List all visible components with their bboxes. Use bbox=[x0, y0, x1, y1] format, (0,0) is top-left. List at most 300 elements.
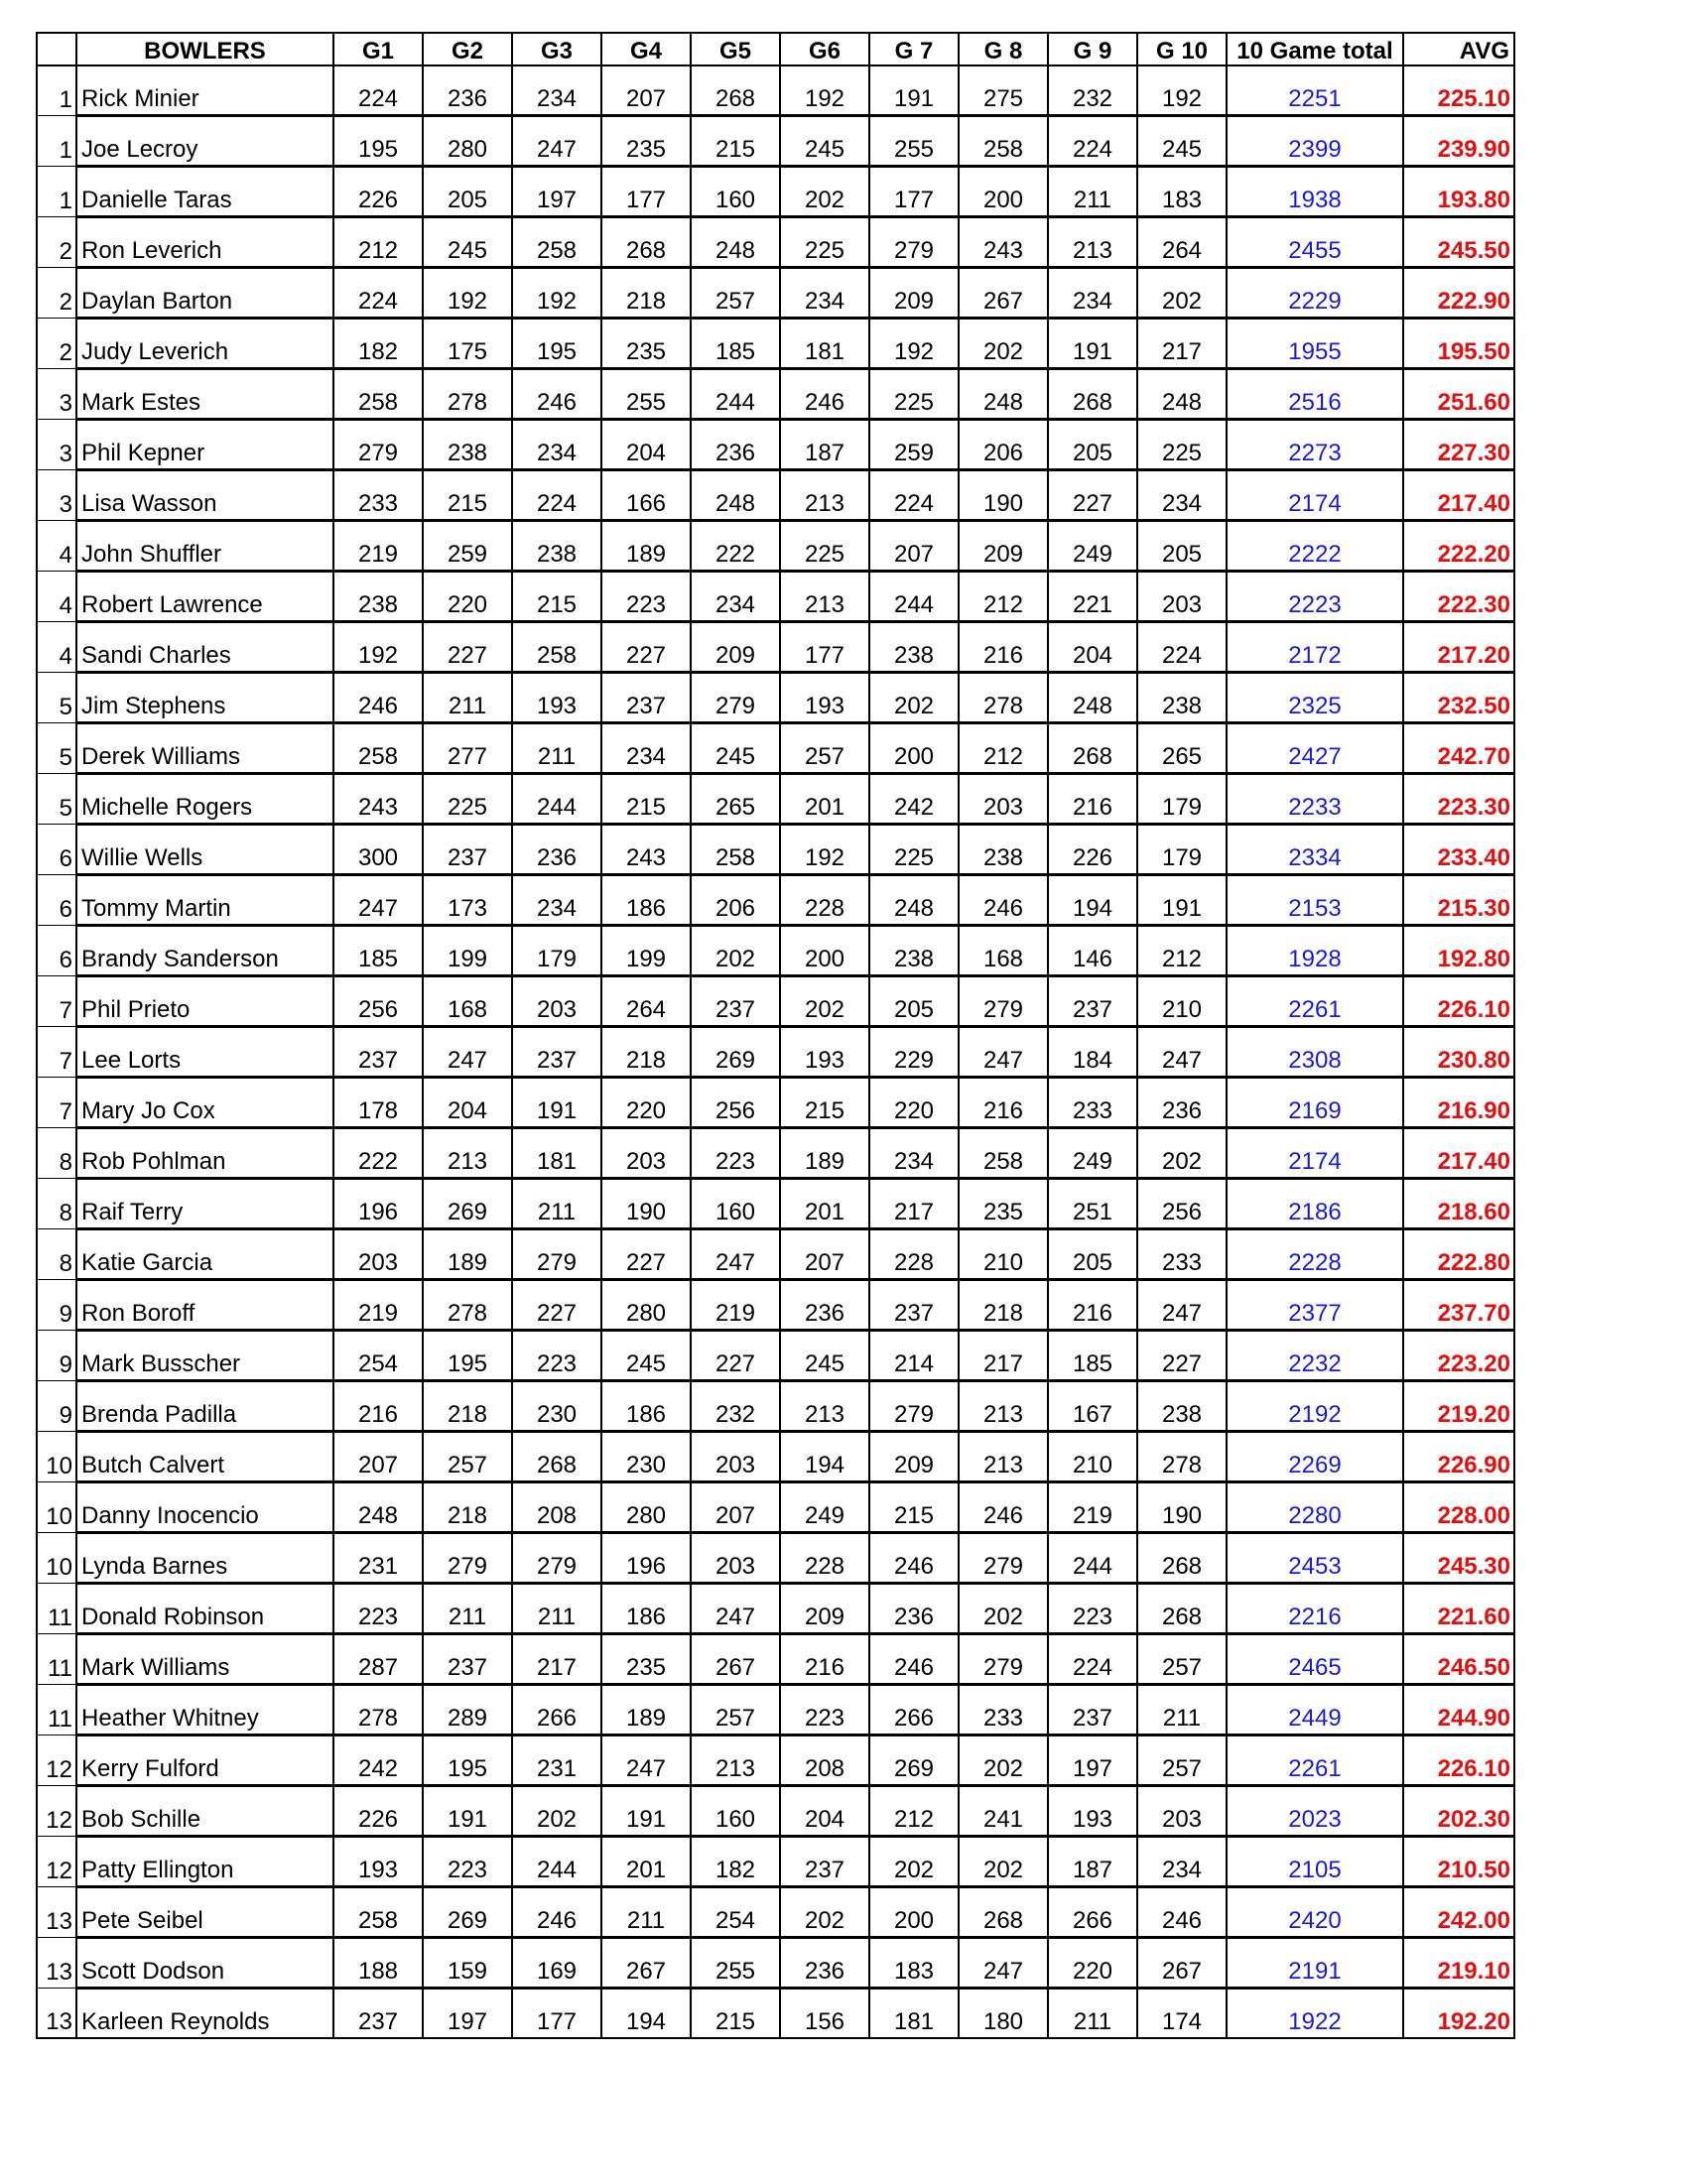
game-9-score-cell: 268 bbox=[1048, 369, 1137, 420]
bowler-name-cell: Ron Leverich bbox=[76, 217, 333, 268]
group-number-cell: 5 bbox=[37, 673, 76, 723]
game-1-score-cell: 222 bbox=[333, 1128, 423, 1179]
game-4-score-cell: 166 bbox=[601, 470, 691, 521]
game-10-score-cell: 224 bbox=[1137, 622, 1227, 673]
game-4-score-cell: 234 bbox=[601, 723, 691, 774]
table-row bbox=[37, 268, 1514, 319]
game-5-score-cell: 209 bbox=[691, 622, 780, 673]
game-5-score-cell: 256 bbox=[691, 1078, 780, 1128]
game-total-column-header: 10 Game total bbox=[1227, 33, 1403, 65]
game-1-score-cell: 278 bbox=[333, 1685, 423, 1735]
game-7-score-cell: 244 bbox=[869, 572, 959, 622]
bowler-name-cell: Brandy Sanderson bbox=[76, 926, 333, 976]
game-7-score-cell: 259 bbox=[869, 420, 959, 470]
game-1-score-cell: 233 bbox=[333, 470, 423, 521]
game-8-score-cell: 202 bbox=[959, 1837, 1048, 1887]
game-10-score-cell: 236 bbox=[1137, 1078, 1227, 1128]
game-1-score-cell: 248 bbox=[333, 1482, 423, 1533]
group-number-cell: 1 bbox=[37, 167, 76, 217]
game-10-score-cell: 245 bbox=[1137, 116, 1227, 167]
table-row bbox=[37, 825, 1514, 875]
group-number-cell: 3 bbox=[37, 369, 76, 420]
average-cell: 217.20 bbox=[1403, 622, 1514, 673]
game-4-score-cell: 201 bbox=[601, 1837, 691, 1887]
game-4-score-cell: 196 bbox=[601, 1533, 691, 1584]
game-7-score-cell: 205 bbox=[869, 976, 959, 1027]
game-8-score-cell: 202 bbox=[959, 1735, 1048, 1786]
group-number-cell: 4 bbox=[37, 622, 76, 673]
game-6-score-cell: 177 bbox=[780, 622, 869, 673]
game-5-score-cell: 203 bbox=[691, 1533, 780, 1584]
game-2-score-cell: 197 bbox=[423, 1989, 512, 2039]
game-7-score-cell: 214 bbox=[869, 1331, 959, 1381]
game-3-score-cell: 202 bbox=[512, 1786, 601, 1837]
game-8-score-cell: 233 bbox=[959, 1685, 1048, 1735]
game-total-cell: 2261 bbox=[1227, 1735, 1403, 1786]
table-row bbox=[37, 1989, 1514, 2039]
game-1-score-cell: 192 bbox=[333, 622, 423, 673]
game-9-column-header: G 9 bbox=[1048, 33, 1137, 65]
average-cell: 230.80 bbox=[1403, 1027, 1514, 1078]
game-7-score-cell: 248 bbox=[869, 875, 959, 926]
game-10-score-cell: 247 bbox=[1137, 1280, 1227, 1331]
game-2-score-cell: 279 bbox=[423, 1533, 512, 1584]
game-total-cell: 2169 bbox=[1227, 1078, 1403, 1128]
game-7-score-cell: 215 bbox=[869, 1482, 959, 1533]
bowler-name-cell: Heather Whitney bbox=[76, 1685, 333, 1735]
game-9-score-cell: 187 bbox=[1048, 1837, 1137, 1887]
game-7-score-cell: 181 bbox=[869, 1989, 959, 2039]
game-10-score-cell: 191 bbox=[1137, 875, 1227, 926]
game-3-score-cell: 236 bbox=[512, 825, 601, 875]
bowler-name-cell: Judy Leverich bbox=[76, 319, 333, 369]
game-7-score-cell: 200 bbox=[869, 723, 959, 774]
game-1-score-cell: 182 bbox=[333, 319, 423, 369]
game-10-score-cell: 268 bbox=[1137, 1533, 1227, 1584]
table-row bbox=[37, 774, 1514, 825]
game-total-cell: 2251 bbox=[1227, 65, 1403, 116]
game-total-cell: 1955 bbox=[1227, 319, 1403, 369]
game-2-score-cell: 204 bbox=[423, 1078, 512, 1128]
game-total-cell: 2191 bbox=[1227, 1938, 1403, 1989]
game-4-score-cell: 218 bbox=[601, 268, 691, 319]
game-5-score-cell: 232 bbox=[691, 1381, 780, 1432]
game-9-score-cell: 244 bbox=[1048, 1533, 1137, 1584]
average-cell: 222.30 bbox=[1403, 572, 1514, 622]
bowler-name-cell: Robert Lawrence bbox=[76, 572, 333, 622]
game-8-score-cell: 258 bbox=[959, 1128, 1048, 1179]
game-4-score-cell: 264 bbox=[601, 976, 691, 1027]
game-3-score-cell: 258 bbox=[512, 622, 601, 673]
group-column-header bbox=[37, 33, 76, 65]
game-2-score-cell: 215 bbox=[423, 470, 512, 521]
game-10-score-cell: 183 bbox=[1137, 167, 1227, 217]
group-number-cell: 10 bbox=[37, 1533, 76, 1584]
game-total-cell: 2280 bbox=[1227, 1482, 1403, 1533]
table-row bbox=[37, 622, 1514, 673]
game-3-score-cell: 215 bbox=[512, 572, 601, 622]
game-total-cell: 2229 bbox=[1227, 268, 1403, 319]
game-2-score-cell: 257 bbox=[423, 1432, 512, 1482]
game-1-score-cell: 219 bbox=[333, 521, 423, 572]
game-6-score-cell: 201 bbox=[780, 774, 869, 825]
bowler-name-cell: Rob Pohlman bbox=[76, 1128, 333, 1179]
game-total-cell: 2273 bbox=[1227, 420, 1403, 470]
game-5-score-cell: 213 bbox=[691, 1735, 780, 1786]
game-3-score-cell: 211 bbox=[512, 1179, 601, 1229]
game-2-score-cell: 211 bbox=[423, 1584, 512, 1634]
game-2-score-cell: 278 bbox=[423, 369, 512, 420]
game-7-score-cell: 225 bbox=[869, 825, 959, 875]
game-10-score-cell: 256 bbox=[1137, 1179, 1227, 1229]
game-8-score-cell: 279 bbox=[959, 1634, 1048, 1685]
game-2-score-cell: 189 bbox=[423, 1229, 512, 1280]
game-4-score-cell: 203 bbox=[601, 1128, 691, 1179]
game-9-score-cell: 211 bbox=[1048, 1989, 1137, 2039]
game-6-score-cell: 246 bbox=[780, 369, 869, 420]
bowler-name-cell: Michelle Rogers bbox=[76, 774, 333, 825]
game-4-score-cell: 237 bbox=[601, 673, 691, 723]
group-number-cell: 13 bbox=[37, 1887, 76, 1938]
table-row bbox=[37, 1533, 1514, 1584]
game-3-score-cell: 246 bbox=[512, 369, 601, 420]
game-5-score-cell: 247 bbox=[691, 1584, 780, 1634]
bowler-name-cell: Jim Stephens bbox=[76, 673, 333, 723]
game-1-score-cell: 224 bbox=[333, 268, 423, 319]
game-4-score-cell: 245 bbox=[601, 1331, 691, 1381]
game-8-score-cell: 247 bbox=[959, 1027, 1048, 1078]
game-6-score-cell: 225 bbox=[780, 217, 869, 268]
game-2-score-cell: 192 bbox=[423, 268, 512, 319]
average-cell: 217.40 bbox=[1403, 470, 1514, 521]
game-8-score-cell: 243 bbox=[959, 217, 1048, 268]
game-3-score-cell: 268 bbox=[512, 1432, 601, 1482]
table-row bbox=[37, 369, 1514, 420]
game-2-score-cell: 199 bbox=[423, 926, 512, 976]
game-6-column-header: G6 bbox=[780, 33, 869, 65]
game-4-score-cell: 215 bbox=[601, 774, 691, 825]
game-9-score-cell: 194 bbox=[1048, 875, 1137, 926]
average-cell: 232.50 bbox=[1403, 673, 1514, 723]
game-10-score-cell: 174 bbox=[1137, 1989, 1227, 2039]
group-number-cell: 12 bbox=[37, 1735, 76, 1786]
group-number-cell: 11 bbox=[37, 1634, 76, 1685]
header-row bbox=[37, 33, 1514, 65]
bowler-name-cell: Phil Kepner bbox=[76, 420, 333, 470]
game-4-score-cell: 177 bbox=[601, 167, 691, 217]
game-9-score-cell: 219 bbox=[1048, 1482, 1137, 1533]
game-2-score-cell: 195 bbox=[423, 1735, 512, 1786]
average-cell: 239.90 bbox=[1403, 116, 1514, 167]
game-6-score-cell: 193 bbox=[780, 1027, 869, 1078]
game-10-score-cell: 203 bbox=[1137, 1786, 1227, 1837]
game-6-score-cell: 213 bbox=[780, 1381, 869, 1432]
group-number-cell: 7 bbox=[37, 976, 76, 1027]
game-2-score-cell: 211 bbox=[423, 673, 512, 723]
game-4-score-cell: 243 bbox=[601, 825, 691, 875]
game-5-column-header: G5 bbox=[691, 33, 780, 65]
game-6-score-cell: 192 bbox=[780, 825, 869, 875]
group-number-cell: 5 bbox=[37, 774, 76, 825]
bowler-name-cell: Daylan Barton bbox=[76, 268, 333, 319]
game-3-score-cell: 266 bbox=[512, 1685, 601, 1735]
bowler-name-cell: John Shuffler bbox=[76, 521, 333, 572]
game-8-score-cell: 202 bbox=[959, 1584, 1048, 1634]
game-9-score-cell: 205 bbox=[1048, 420, 1137, 470]
game-total-cell: 2308 bbox=[1227, 1027, 1403, 1078]
group-number-cell: 5 bbox=[37, 723, 76, 774]
game-5-score-cell: 236 bbox=[691, 420, 780, 470]
game-1-score-cell: 207 bbox=[333, 1432, 423, 1482]
game-5-score-cell: 257 bbox=[691, 1685, 780, 1735]
average-cell: 210.50 bbox=[1403, 1837, 1514, 1887]
game-3-score-cell: 279 bbox=[512, 1533, 601, 1584]
average-cell: 233.40 bbox=[1403, 825, 1514, 875]
game-5-score-cell: 207 bbox=[691, 1482, 780, 1533]
table-body bbox=[37, 65, 1514, 2038]
game-8-score-cell: 235 bbox=[959, 1179, 1048, 1229]
game-6-score-cell: 208 bbox=[780, 1735, 869, 1786]
game-5-score-cell: 160 bbox=[691, 1179, 780, 1229]
game-3-score-cell: 191 bbox=[512, 1078, 601, 1128]
game-3-score-cell: 181 bbox=[512, 1128, 601, 1179]
game-4-score-cell: 218 bbox=[601, 1027, 691, 1078]
game-7-score-cell: 183 bbox=[869, 1938, 959, 1989]
average-cell: 242.00 bbox=[1403, 1887, 1514, 1938]
game-10-score-cell: 234 bbox=[1137, 1837, 1227, 1887]
game-6-score-cell: 202 bbox=[780, 167, 869, 217]
game-total-cell: 1938 bbox=[1227, 167, 1403, 217]
game-1-score-cell: 226 bbox=[333, 1786, 423, 1837]
group-number-cell: 3 bbox=[37, 420, 76, 470]
table-row bbox=[37, 1887, 1514, 1938]
bowler-name-cell: Lynda Barnes bbox=[76, 1533, 333, 1584]
bowler-name-cell: Rick Minier bbox=[76, 65, 333, 116]
group-number-cell: 9 bbox=[37, 1280, 76, 1331]
game-3-score-cell: 227 bbox=[512, 1280, 601, 1331]
game-1-score-cell: 258 bbox=[333, 723, 423, 774]
game-5-score-cell: 248 bbox=[691, 470, 780, 521]
game-7-score-cell: 191 bbox=[869, 65, 959, 116]
game-2-score-cell: 237 bbox=[423, 825, 512, 875]
average-cell: 246.50 bbox=[1403, 1634, 1514, 1685]
game-6-score-cell: 202 bbox=[780, 976, 869, 1027]
game-2-score-cell: 218 bbox=[423, 1482, 512, 1533]
bowler-name-cell: Scott Dodson bbox=[76, 1938, 333, 1989]
game-10-score-cell: 247 bbox=[1137, 1027, 1227, 1078]
game-4-score-cell: 220 bbox=[601, 1078, 691, 1128]
table-row bbox=[37, 420, 1514, 470]
game-1-score-cell: 258 bbox=[333, 1887, 423, 1938]
game-8-score-cell: 203 bbox=[959, 774, 1048, 825]
game-10-score-cell: 257 bbox=[1137, 1634, 1227, 1685]
game-3-score-cell: 234 bbox=[512, 420, 601, 470]
game-9-score-cell: 184 bbox=[1048, 1027, 1137, 1078]
game-9-score-cell: 146 bbox=[1048, 926, 1137, 976]
game-3-score-cell: 177 bbox=[512, 1989, 601, 2039]
game-5-score-cell: 279 bbox=[691, 673, 780, 723]
game-3-score-cell: 230 bbox=[512, 1381, 601, 1432]
table-row bbox=[37, 1229, 1514, 1280]
game-7-score-cell: 234 bbox=[869, 1128, 959, 1179]
bowler-name-cell: Donald Robinson bbox=[76, 1584, 333, 1634]
game-8-score-cell: 213 bbox=[959, 1381, 1048, 1432]
game-total-cell: 1922 bbox=[1227, 1989, 1403, 2039]
table-row bbox=[37, 723, 1514, 774]
game-4-score-cell: 189 bbox=[601, 1685, 691, 1735]
game-8-score-cell: 190 bbox=[959, 470, 1048, 521]
game-3-score-cell: 244 bbox=[512, 1837, 601, 1887]
game-7-score-cell: 242 bbox=[869, 774, 959, 825]
game-6-score-cell: 228 bbox=[780, 1533, 869, 1584]
game-5-score-cell: 160 bbox=[691, 167, 780, 217]
game-8-score-cell: 247 bbox=[959, 1938, 1048, 1989]
group-number-cell: 9 bbox=[37, 1331, 76, 1381]
game-4-score-cell: 280 bbox=[601, 1280, 691, 1331]
bowler-name-cell: Pete Seibel bbox=[76, 1887, 333, 1938]
average-cell: 219.20 bbox=[1403, 1381, 1514, 1432]
game-7-score-cell: 246 bbox=[869, 1533, 959, 1584]
game-9-score-cell: 224 bbox=[1048, 1634, 1137, 1685]
table-row bbox=[37, 1786, 1514, 1837]
game-9-score-cell: 191 bbox=[1048, 319, 1137, 369]
bowler-name-cell: Danny Inocencio bbox=[76, 1482, 333, 1533]
game-1-score-cell: 188 bbox=[333, 1938, 423, 1989]
game-3-score-cell: 247 bbox=[512, 116, 601, 167]
game-8-score-cell: 213 bbox=[959, 1432, 1048, 1482]
game-6-score-cell: 194 bbox=[780, 1432, 869, 1482]
game-4-score-cell: 204 bbox=[601, 420, 691, 470]
game-5-score-cell: 245 bbox=[691, 723, 780, 774]
game-1-score-cell: 178 bbox=[333, 1078, 423, 1128]
table-row bbox=[37, 319, 1514, 369]
game-total-cell: 2153 bbox=[1227, 875, 1403, 926]
game-5-score-cell: 248 bbox=[691, 217, 780, 268]
game-7-score-cell: 200 bbox=[869, 1887, 959, 1938]
game-1-score-cell: 226 bbox=[333, 167, 423, 217]
bowler-name-cell: Mark Williams bbox=[76, 1634, 333, 1685]
group-number-cell: 8 bbox=[37, 1229, 76, 1280]
game-3-score-cell: 203 bbox=[512, 976, 601, 1027]
game-6-score-cell: 234 bbox=[780, 268, 869, 319]
game-9-score-cell: 251 bbox=[1048, 1179, 1137, 1229]
group-number-cell: 6 bbox=[37, 875, 76, 926]
game-4-score-cell: 186 bbox=[601, 1584, 691, 1634]
bowler-name-cell: Katie Garcia bbox=[76, 1229, 333, 1280]
game-total-cell: 2023 bbox=[1227, 1786, 1403, 1837]
game-5-score-cell: 222 bbox=[691, 521, 780, 572]
game-4-score-cell: 199 bbox=[601, 926, 691, 976]
game-4-score-cell: 227 bbox=[601, 1229, 691, 1280]
game-5-score-cell: 254 bbox=[691, 1887, 780, 1938]
average-cell: 192.20 bbox=[1403, 1989, 1514, 2039]
game-7-score-cell: 225 bbox=[869, 369, 959, 420]
game-6-score-cell: 181 bbox=[780, 319, 869, 369]
bowler-name-cell: Patty Ellington bbox=[76, 1837, 333, 1887]
game-6-score-cell: 200 bbox=[780, 926, 869, 976]
game-6-score-cell: 202 bbox=[780, 1887, 869, 1938]
game-10-score-cell: 225 bbox=[1137, 420, 1227, 470]
game-2-score-cell: 168 bbox=[423, 976, 512, 1027]
game-2-score-cell: 280 bbox=[423, 116, 512, 167]
game-7-column-header: G 7 bbox=[869, 33, 959, 65]
game-6-score-cell: 245 bbox=[780, 1331, 869, 1381]
game-total-cell: 2465 bbox=[1227, 1634, 1403, 1685]
average-cell: 222.80 bbox=[1403, 1229, 1514, 1280]
game-1-score-cell: 237 bbox=[333, 1027, 423, 1078]
game-3-score-cell: 195 bbox=[512, 319, 601, 369]
game-2-score-cell: 237 bbox=[423, 1634, 512, 1685]
game-2-score-cell: 191 bbox=[423, 1786, 512, 1837]
game-1-score-cell: 196 bbox=[333, 1179, 423, 1229]
game-7-score-cell: 224 bbox=[869, 470, 959, 521]
table-row bbox=[37, 1735, 1514, 1786]
group-number-cell: 12 bbox=[37, 1837, 76, 1887]
game-7-score-cell: 209 bbox=[869, 1432, 959, 1482]
game-6-score-cell: 209 bbox=[780, 1584, 869, 1634]
game-6-score-cell: 204 bbox=[780, 1786, 869, 1837]
game-9-score-cell: 237 bbox=[1048, 976, 1137, 1027]
group-number-cell: 10 bbox=[37, 1432, 76, 1482]
average-cell: 195.50 bbox=[1403, 319, 1514, 369]
game-2-score-cell: 175 bbox=[423, 319, 512, 369]
bowler-name-cell: Brenda Padilla bbox=[76, 1381, 333, 1432]
average-cell: 218.60 bbox=[1403, 1179, 1514, 1229]
bowler-name-cell: Phil Prieto bbox=[76, 976, 333, 1027]
game-6-score-cell: 237 bbox=[780, 1837, 869, 1887]
bowler-name-cell: Karleen Reynolds bbox=[76, 1989, 333, 2039]
group-number-cell: 13 bbox=[37, 1938, 76, 1989]
bowler-name-cell: Danielle Taras bbox=[76, 167, 333, 217]
group-number-cell: 7 bbox=[37, 1078, 76, 1128]
game-10-score-cell: 179 bbox=[1137, 825, 1227, 875]
game-8-score-cell: 267 bbox=[959, 268, 1048, 319]
table-row bbox=[37, 1482, 1514, 1533]
game-7-score-cell: 279 bbox=[869, 1381, 959, 1432]
table-row bbox=[37, 673, 1514, 723]
game-2-score-cell: 213 bbox=[423, 1128, 512, 1179]
game-10-score-cell: 246 bbox=[1137, 1887, 1227, 1938]
game-9-score-cell: 205 bbox=[1048, 1229, 1137, 1280]
game-6-score-cell: 216 bbox=[780, 1634, 869, 1685]
game-8-score-cell: 180 bbox=[959, 1989, 1048, 2039]
game-8-score-cell: 279 bbox=[959, 1533, 1048, 1584]
game-total-cell: 2334 bbox=[1227, 825, 1403, 875]
game-10-score-cell: 203 bbox=[1137, 572, 1227, 622]
game-1-score-cell: 216 bbox=[333, 1381, 423, 1432]
game-3-score-cell: 197 bbox=[512, 167, 601, 217]
game-4-score-cell: 186 bbox=[601, 875, 691, 926]
game-9-score-cell: 249 bbox=[1048, 521, 1137, 572]
bowlers-column-header: BOWLERS bbox=[76, 33, 333, 65]
game-2-score-cell: 236 bbox=[423, 65, 512, 116]
table-row bbox=[37, 1634, 1514, 1685]
game-total-cell: 2516 bbox=[1227, 369, 1403, 420]
average-cell: 226.10 bbox=[1403, 1735, 1514, 1786]
game-6-score-cell: 245 bbox=[780, 116, 869, 167]
game-2-score-cell: 289 bbox=[423, 1685, 512, 1735]
bowler-name-cell: Sandi Charles bbox=[76, 622, 333, 673]
game-8-score-cell: 212 bbox=[959, 723, 1048, 774]
game-8-score-cell: 246 bbox=[959, 1482, 1048, 1533]
game-4-score-cell: 268 bbox=[601, 217, 691, 268]
game-total-cell: 2222 bbox=[1227, 521, 1403, 572]
game-9-score-cell: 234 bbox=[1048, 268, 1137, 319]
game-2-score-cell: 259 bbox=[423, 521, 512, 572]
bowler-name-cell: Derek Williams bbox=[76, 723, 333, 774]
game-7-score-cell: 202 bbox=[869, 673, 959, 723]
game-4-score-cell: 255 bbox=[601, 369, 691, 420]
